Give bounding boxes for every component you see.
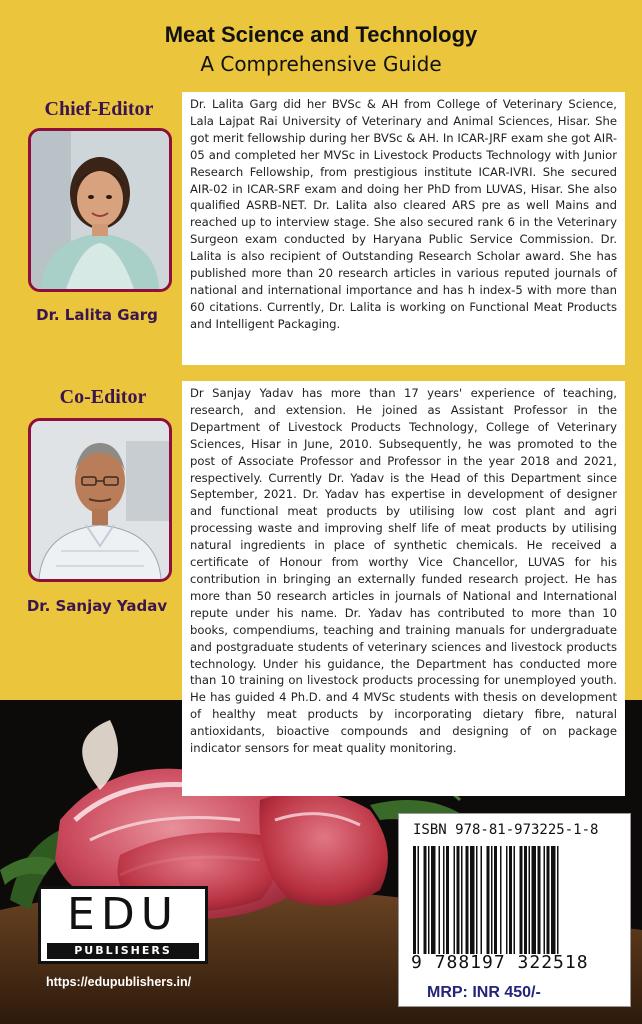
barcode-bar — [506, 846, 508, 954]
book-title: Meat Science and Technology — [164, 22, 478, 47]
mrp-price: MRP: INR 450/- — [427, 984, 541, 1001]
chief-editor-heading: Chief-Editor — [44, 98, 154, 120]
barcode-bar — [418, 846, 420, 954]
chief-editor-name: Dr. Lalita Garg — [36, 306, 158, 324]
barcode-bar — [439, 846, 441, 954]
barcode-bar — [487, 846, 490, 954]
barcode-bar — [557, 846, 559, 954]
publisher-logo-sub: PUBLISHERS — [47, 943, 199, 959]
barcode-bar — [446, 846, 449, 954]
publisher-url[interactable]: https://edupublishers.in/ — [46, 975, 192, 989]
barcode-bar — [457, 846, 460, 954]
barcode-bar — [461, 846, 463, 954]
barcode-bar — [476, 846, 478, 954]
barcode-bar — [491, 846, 493, 954]
barcode-bar — [481, 846, 483, 954]
co-editor-heading: Co-Editor — [59, 386, 147, 408]
barcode-bar — [532, 846, 537, 954]
barcode-bar — [428, 846, 430, 954]
barcode-bar — [443, 846, 445, 954]
barcode-bar — [413, 846, 416, 954]
publisher-logo — [38, 886, 208, 964]
barcode-bar — [538, 846, 541, 954]
ean-digits: 9 788197 322518 — [411, 952, 589, 973]
barcode-bars — [413, 846, 613, 954]
barcode-bar — [551, 846, 556, 954]
barcode-bar — [524, 846, 527, 954]
barcode-bar — [514, 846, 516, 954]
barcode-bar — [500, 846, 502, 954]
barcode-bar — [424, 846, 427, 954]
chief-editor-bio: Dr. Lalita Garg did her BVSc & AH from College of Veterinary Science, Lala Lajpat Rai University of Veterinary and Animal Sciences, Hisar. She got merit fellowship during her BVSc & AH. In ICAR-JRF exam she got AIR-05 and completed her MVSc in Livestock Products Technology with Junior Research Fellowship, from prestigious institute ICAR-IVRI. She secured AIR-02 in ICAR-SRF exam and doing her PhD from LUVAS, Hisar. She also qualified ASRB-NET. Dr. Lalita also cleared ARS pre as well Mains and reached up to interview stage. She also secured rank 6 in the Veterinary Surgeon exam conducted by Haryana Public Service Commission. Dr. Lalita is also recipient of Outstanding Research Scholar award. She has published more than 20 research articles in various reputed journals of national and international importance and has h index-5 with more than 60 citations. Currently, Dr. Lalita is working on Functional Meat Products and Intelligent Packaging. — [182, 92, 625, 365]
barcode-bar — [466, 846, 469, 954]
barcode-bar — [529, 846, 531, 954]
barcode-bar — [494, 846, 497, 954]
co-editor-photo — [28, 418, 172, 582]
barcode-bar — [431, 846, 436, 954]
isbn-number: ISBN 978-81-973225-1-8 — [413, 822, 599, 838]
chief-editor-photo — [28, 128, 172, 292]
barcode-bar — [520, 846, 523, 954]
barcode-bar — [547, 846, 550, 954]
co-editor-bio: Dr Sanjay Yadav has more than 17 years' experience of teaching, research, and extension. He joined as Assistant Professor in the Department of Livestock Products Technology, College of Veterinary Sciences, Hisar in June, 2010. Subsequently, he was promoted to the post of Associate Professor and Professor in the year 2018 and 2021, respectively. Currently Dr. Yadav is the Head of this Department since September, 2021. Dr. Yadav has expertise in development of designer and functional meat products by utilising low cost plant and agri processing waste and improving shelf life of meat products by utilising natural ingredients in place of synthetic chemicals. He received a certificate of Honour from worthy Vice Chancellor, LUVAS for his contribution in bringing an externally funded research project. He has more than 50 research articles in journals of National and International repute under his name. Dr. Yadav has contributed to more than 10 books, compendiums, teaching and training manuals for undergraduate and postgraduate students of veterinary sciences and livestock products technology. Under his guidance, the Department has conducted more than 10 training on livestock products processing for unemployed youth. He has guided 4 Ph.D. and 4 MVSc students with thesis on development of healthy meat products by incorporating dietary fibre, natural antioxidants, bioactive compounds and designing of on package indicator sensors for meat quality monitoring. — [182, 381, 625, 796]
co-editor-name: Dr. Sanjay Yadav — [26, 597, 168, 615]
barcode-panel — [398, 813, 631, 1007]
barcode-bar — [470, 846, 475, 954]
barcode-bar — [544, 846, 546, 954]
book-subtitle: A Comprehensive Guide — [200, 52, 442, 76]
barcode-bar — [509, 846, 512, 954]
publisher-logo-main: EDU — [67, 889, 179, 940]
barcode-bar — [454, 846, 456, 954]
